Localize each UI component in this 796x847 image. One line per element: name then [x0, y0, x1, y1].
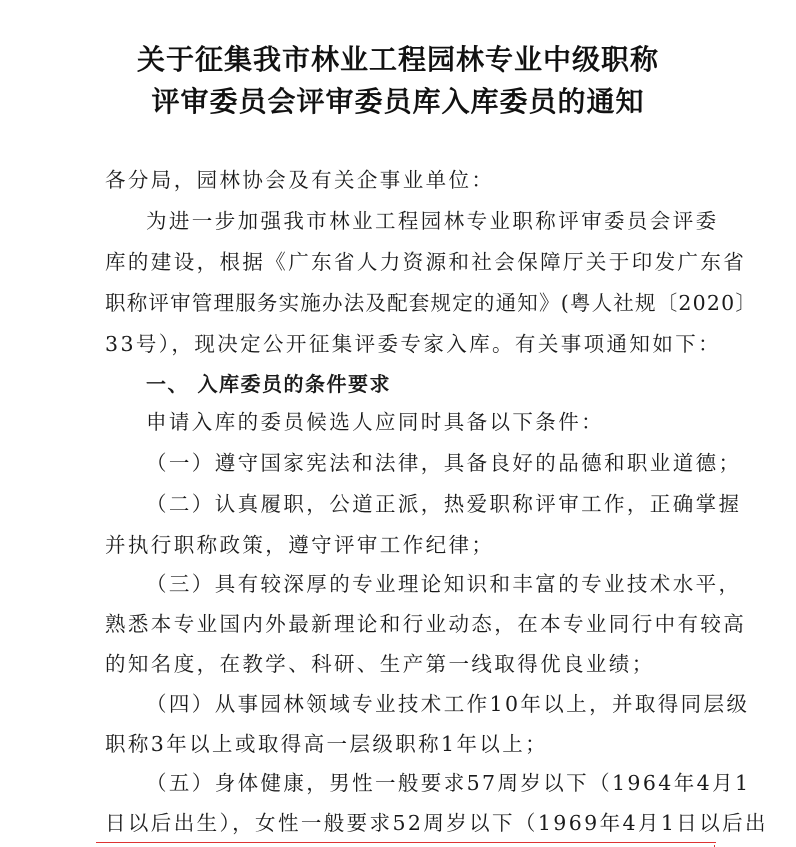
- condition-line-6: 的知名度，在教学、科研、生产第一线取得优良业绩；: [105, 652, 655, 676]
- conditions-intro: 申请入库的委员候选人应同时具备以下条件：: [146, 410, 604, 434]
- condition-line-10: 日以后出生），女性一般要求52周岁以下（1969年4月1日以后出: [105, 811, 768, 835]
- condition-line-4: （三）具有较深厚的专业理论知识和丰富的专业技术水平，: [146, 572, 742, 596]
- document-title-line-1: 关于征集我市林业工程园林专业中级职称: [136, 43, 659, 76]
- section-heading: 一、 入库委员的条件要求: [146, 372, 391, 396]
- condition-line-3: 并执行职称政策，遵守评审工作纪律；: [105, 533, 495, 557]
- intro-line-3: 职称评审管理服务实施办法及配套规定的通知》(粤人社规〔2020〕: [105, 291, 758, 315]
- condition-line-7: （四）从事园林领域专业技术工作10年以上，并取得同层级: [146, 692, 750, 716]
- intro-line-1: 为进一步加强我市林业工程园林专业职称评审委员会评委: [146, 209, 719, 233]
- intro-line-4: 33号），现决定公开征集评委专家入库。有关事项通知如下：: [105, 332, 722, 356]
- condition-line-8: 职称3年以上或取得高一层级职称1年以上；: [105, 732, 549, 756]
- intro-line-2: 库的建设，根据《广东省人力资源和社会保障厅关于印发广东省: [105, 250, 747, 274]
- salutation: 各分局，园林协会及有关企事业单位：: [105, 168, 495, 192]
- condition-line-1: （一）遵守国家宪法和法律，具备良好的品德和职业道德；: [146, 451, 742, 475]
- condition-line-5: 熟悉本专业国内外最新理论和行业动态，在本专业同行中有较高: [105, 612, 747, 636]
- condition-line-9: （五）身体健康，男性一般要求57周岁以下（1964年4月1: [146, 771, 751, 795]
- document-title-line-2: 评审委员会评审委员库入库委员的通知: [151, 85, 645, 118]
- condition-line-2: （二）认真履职，公道正派，热爱职称评审工作，正确掌握: [146, 492, 742, 516]
- page-edge-rule: [96, 842, 716, 843]
